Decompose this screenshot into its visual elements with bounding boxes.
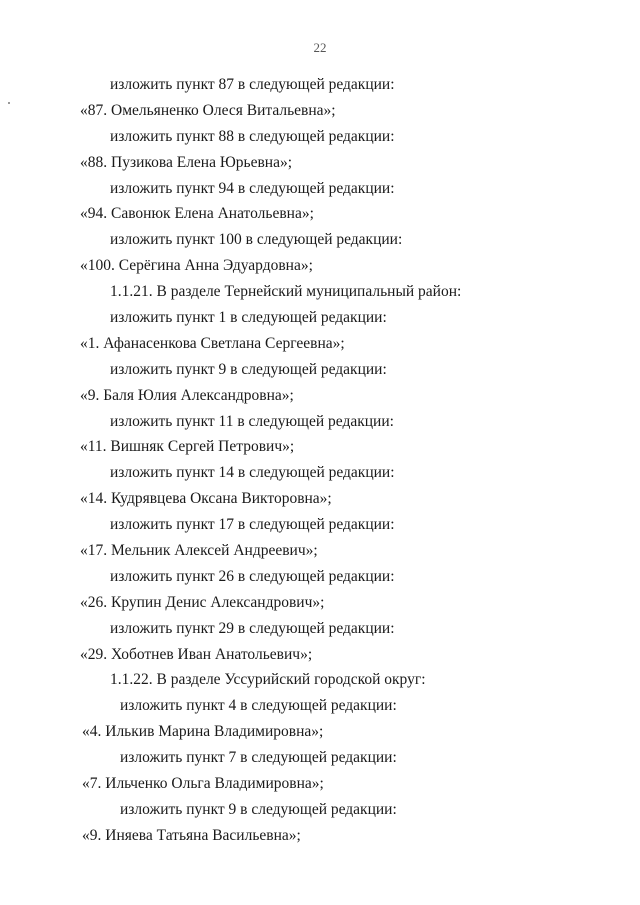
instruction-line: изложить пункт 11 в следующей редакции:	[110, 412, 394, 430]
section-heading: 1.1.21. В разделе Тернейский муниципальный район:	[110, 283, 462, 301]
instruction-line: изложить пункт 88 в следующей редакции:	[110, 127, 395, 145]
instruction-line: изложить пункт 9 в следующей редакции:	[110, 360, 387, 378]
instruction-line: изложить пункт 26 в следующей редакции:	[110, 567, 395, 585]
entry-line: «29. Хоботнев Иван Анатольевич»;	[80, 645, 313, 663]
entry-line: «14. Кудрявцева Оксана Викторовна»;	[80, 490, 332, 508]
instruction-line: изложить пункт 100 в следующей редакции:	[110, 231, 403, 249]
section-heading: 1.1.22. В разделе Уссурийский городской округ:	[110, 671, 426, 689]
instruction-line: изложить пункт 7 в следующей редакции:	[120, 749, 397, 767]
entry-line: «94. Савонюк Елена Анатольевна»;	[80, 205, 314, 223]
entry-line: «1. Афанасенкова Светлана Сергеевна»;	[80, 334, 345, 352]
entry-line: «7. Ильченко Ольга Владимировна»;	[82, 775, 324, 793]
document-body	[0, 72, 640, 849]
instruction-line: изложить пункт 9 в следующей редакции:	[120, 800, 397, 818]
entry-line: «4. Илькив Марина Владимировна»;	[82, 723, 324, 741]
instruction-line: изложить пункт 87 в следующей редакции:	[110, 76, 395, 93]
entry-line: «9. Баля Юлия Александровна»;	[80, 386, 294, 404]
instruction-line: изложить пункт 14 в следующей редакции:	[110, 464, 395, 482]
instruction-line: изложить пункт 94 в следующей редакции:	[110, 179, 395, 197]
instruction-line: изложить пункт 29 в следующей редакции:	[110, 619, 395, 637]
entry-line: «88. Пузикова Елена Юрьевна»;	[80, 153, 293, 171]
instruction-line: изложить пункт 17 в следующей редакции:	[110, 516, 395, 534]
entry-line: «26. Крупин Денис Александрович»;	[80, 593, 325, 611]
entry-line: «87. Омельяненко Олеся Витальевна»;	[80, 101, 336, 119]
entry-line: «100. Серёгина Анна Эдуардовна»;	[80, 257, 313, 275]
entry-line: «11. Вишняк Сергей Петрович»;	[80, 438, 295, 456]
entry-line: «17. Мельник Алексей Андреевич»;	[80, 542, 318, 560]
instruction-line: изложить пункт 1 в следующей редакции:	[110, 309, 387, 327]
instruction-line: изложить пункт 4 в следующей редакции:	[120, 697, 397, 715]
entry-line: «9. Иняева Татьяна Васильевна»;	[82, 826, 301, 844]
page-number: 22	[313, 40, 327, 55]
